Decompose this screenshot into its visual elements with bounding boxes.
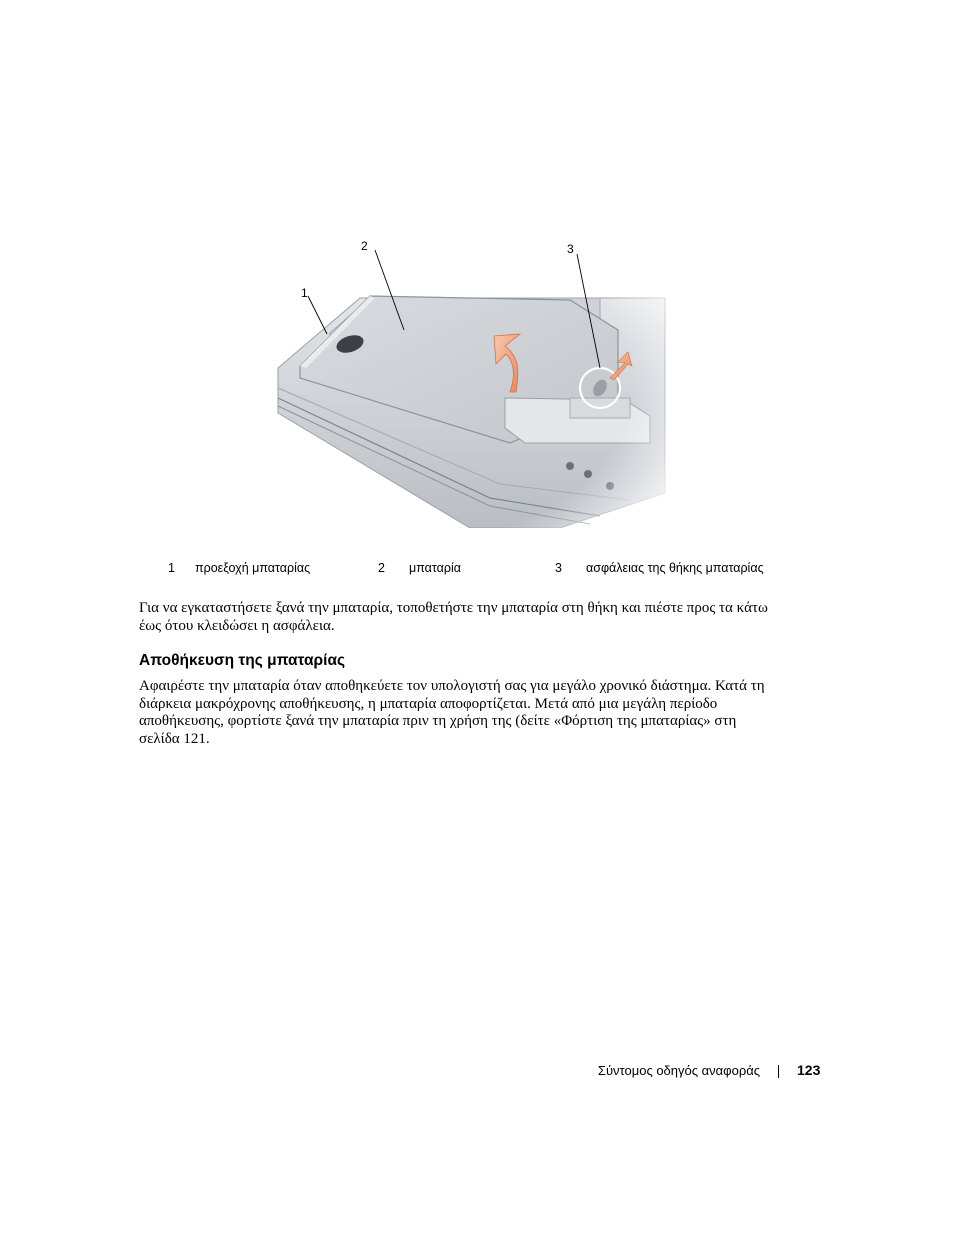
page-footer: [0, 1062, 954, 1080]
storage-paragraph-line: Αφαιρέστε την μπαταρία όταν αποθηκεύετε τον υπολογιστή σας για μεγάλο χρονικό διάστημα. Κατά τη: [139, 678, 765, 694]
storage-paragraph-line: αποθήκευσης, φορτίστε ξανά την μπαταρία πριν τη χρήση της (δείτε «Φόρτιση της μπαταρίας» στη: [139, 713, 737, 729]
battery-removal-diagram: [270, 238, 690, 528]
legend-num-3: 3: [555, 561, 562, 575]
figure-legend: [0, 561, 954, 579]
legend-label-2: μπαταρία: [409, 561, 461, 575]
page-number: 123: [797, 1062, 821, 1078]
footer-separator: [778, 1065, 779, 1078]
install-paragraph-line: έως ότου κλειδώσει η ασφάλεια.: [139, 617, 335, 634]
storage-paragraph-line: σελίδα 121.: [139, 730, 210, 747]
legend-num-1: 1: [168, 561, 175, 575]
install-paragraph: [139, 600, 819, 635]
callout-3: 3: [567, 242, 574, 256]
section-heading: Αποθήκευση της μπαταρίας: [139, 652, 346, 669]
legend-label-1: προεξοχή μπαταρίας: [195, 561, 311, 575]
callout-2: 2: [361, 239, 368, 253]
legend-num-2: 2: [378, 561, 385, 575]
footer-title: Σύντομος οδηγός αναφοράς: [597, 1063, 760, 1078]
legend-label-3: ασφάλειας της θήκης μπαταρίας: [586, 561, 764, 575]
storage-paragraph: [139, 678, 819, 748]
battery-illustration: [270, 238, 690, 528]
callout-1: 1: [301, 286, 308, 300]
storage-paragraph-line: διάρκεια μακρόχρονης αποθήκευσης, η μπαταρία αποφορτίζεται. Μετά από μια μεγάλη περίοδο: [139, 695, 718, 712]
install-paragraph-line: Για να εγκαταστήσετε ξανά την μπαταρία, τοποθετήστε την μπαταρία στη θήκη και πιέστε προς τα κάτω: [139, 600, 768, 616]
